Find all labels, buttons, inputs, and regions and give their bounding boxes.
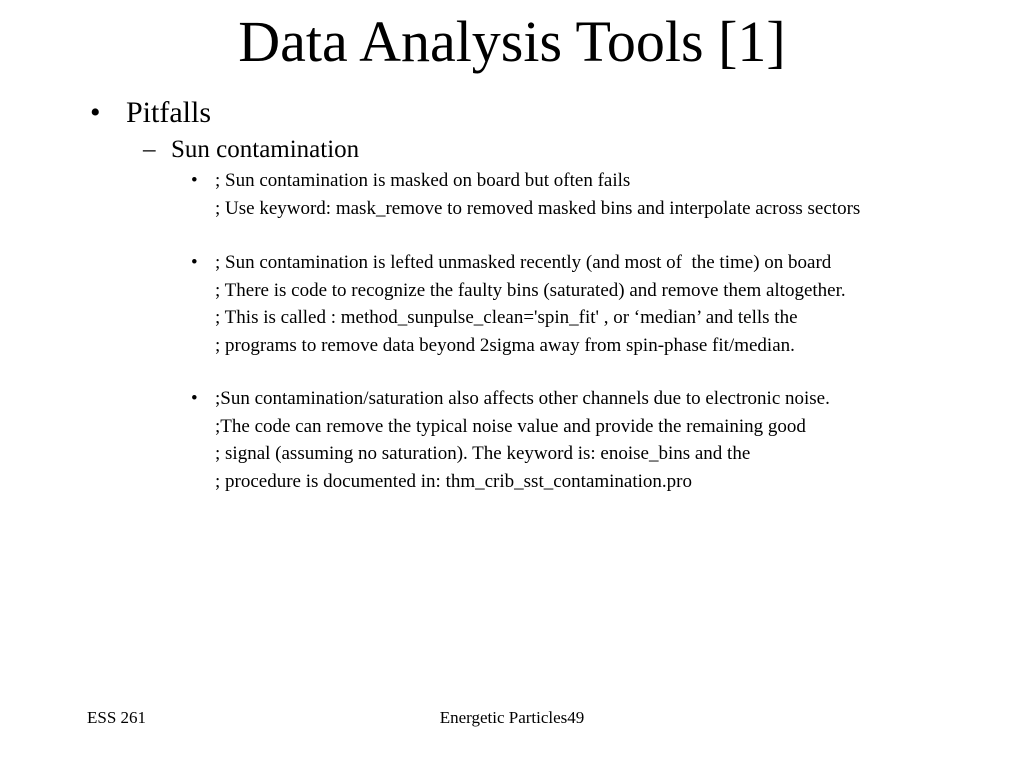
- slide-title: Data Analysis Tools [1]: [238, 9, 786, 74]
- detail-bullet-dot: •: [191, 388, 198, 409]
- bullet-dot: •: [90, 96, 101, 129]
- detail-bullet-dot: •: [191, 252, 198, 273]
- detail-line: ; This is called : method_sunpulse_clean='spin_fit' , or ‘median’ and tells the: [215, 307, 798, 328]
- detail-line: ; signal (assuming no saturation). The keyword is: enoise_bins and the: [215, 443, 751, 464]
- footer-course: ESS 261: [87, 708, 147, 727]
- detail-line: ; Sun contamination is masked on board but often fails: [215, 170, 631, 191]
- detail-line: ;Sun contamination/saturation also affects other channels due to electronic noise.: [215, 388, 830, 409]
- bullet-pitfalls-text: Pitfalls: [126, 96, 212, 129]
- detail-line: ; There is code to recognize the faulty bins (saturated) and remove them altogether.: [215, 279, 846, 301]
- detail-line: ; programs to remove data beyond 2sigma away from spin-phase fit/median.: [215, 334, 795, 356]
- subbullet-dash: –: [143, 136, 156, 163]
- detail-bullet-3-lines: [215, 385, 830, 495]
- detail-line: ; Use keyword: mask_remove to removed masked bins and interpolate across sectors: [215, 197, 861, 219]
- detail-line: ;The code can remove the typical noise value and provide the remaining good: [215, 415, 806, 437]
- detail-line: ; procedure is documented in: thm_crib_sst_contamination.pro: [215, 470, 693, 492]
- detail-bullet-dot: •: [191, 170, 198, 191]
- subbullet-sun-contamination-text: Sun contamination: [171, 136, 360, 163]
- detail-bullet-2-lines: [215, 249, 846, 359]
- footer-topic-page: Energetic Particles49: [439, 708, 585, 727]
- detail-bullet-1-lines: [215, 167, 860, 222]
- detail-line: ; Sun contamination is lefted unmasked recently (and most of the time) on board: [215, 252, 832, 273]
